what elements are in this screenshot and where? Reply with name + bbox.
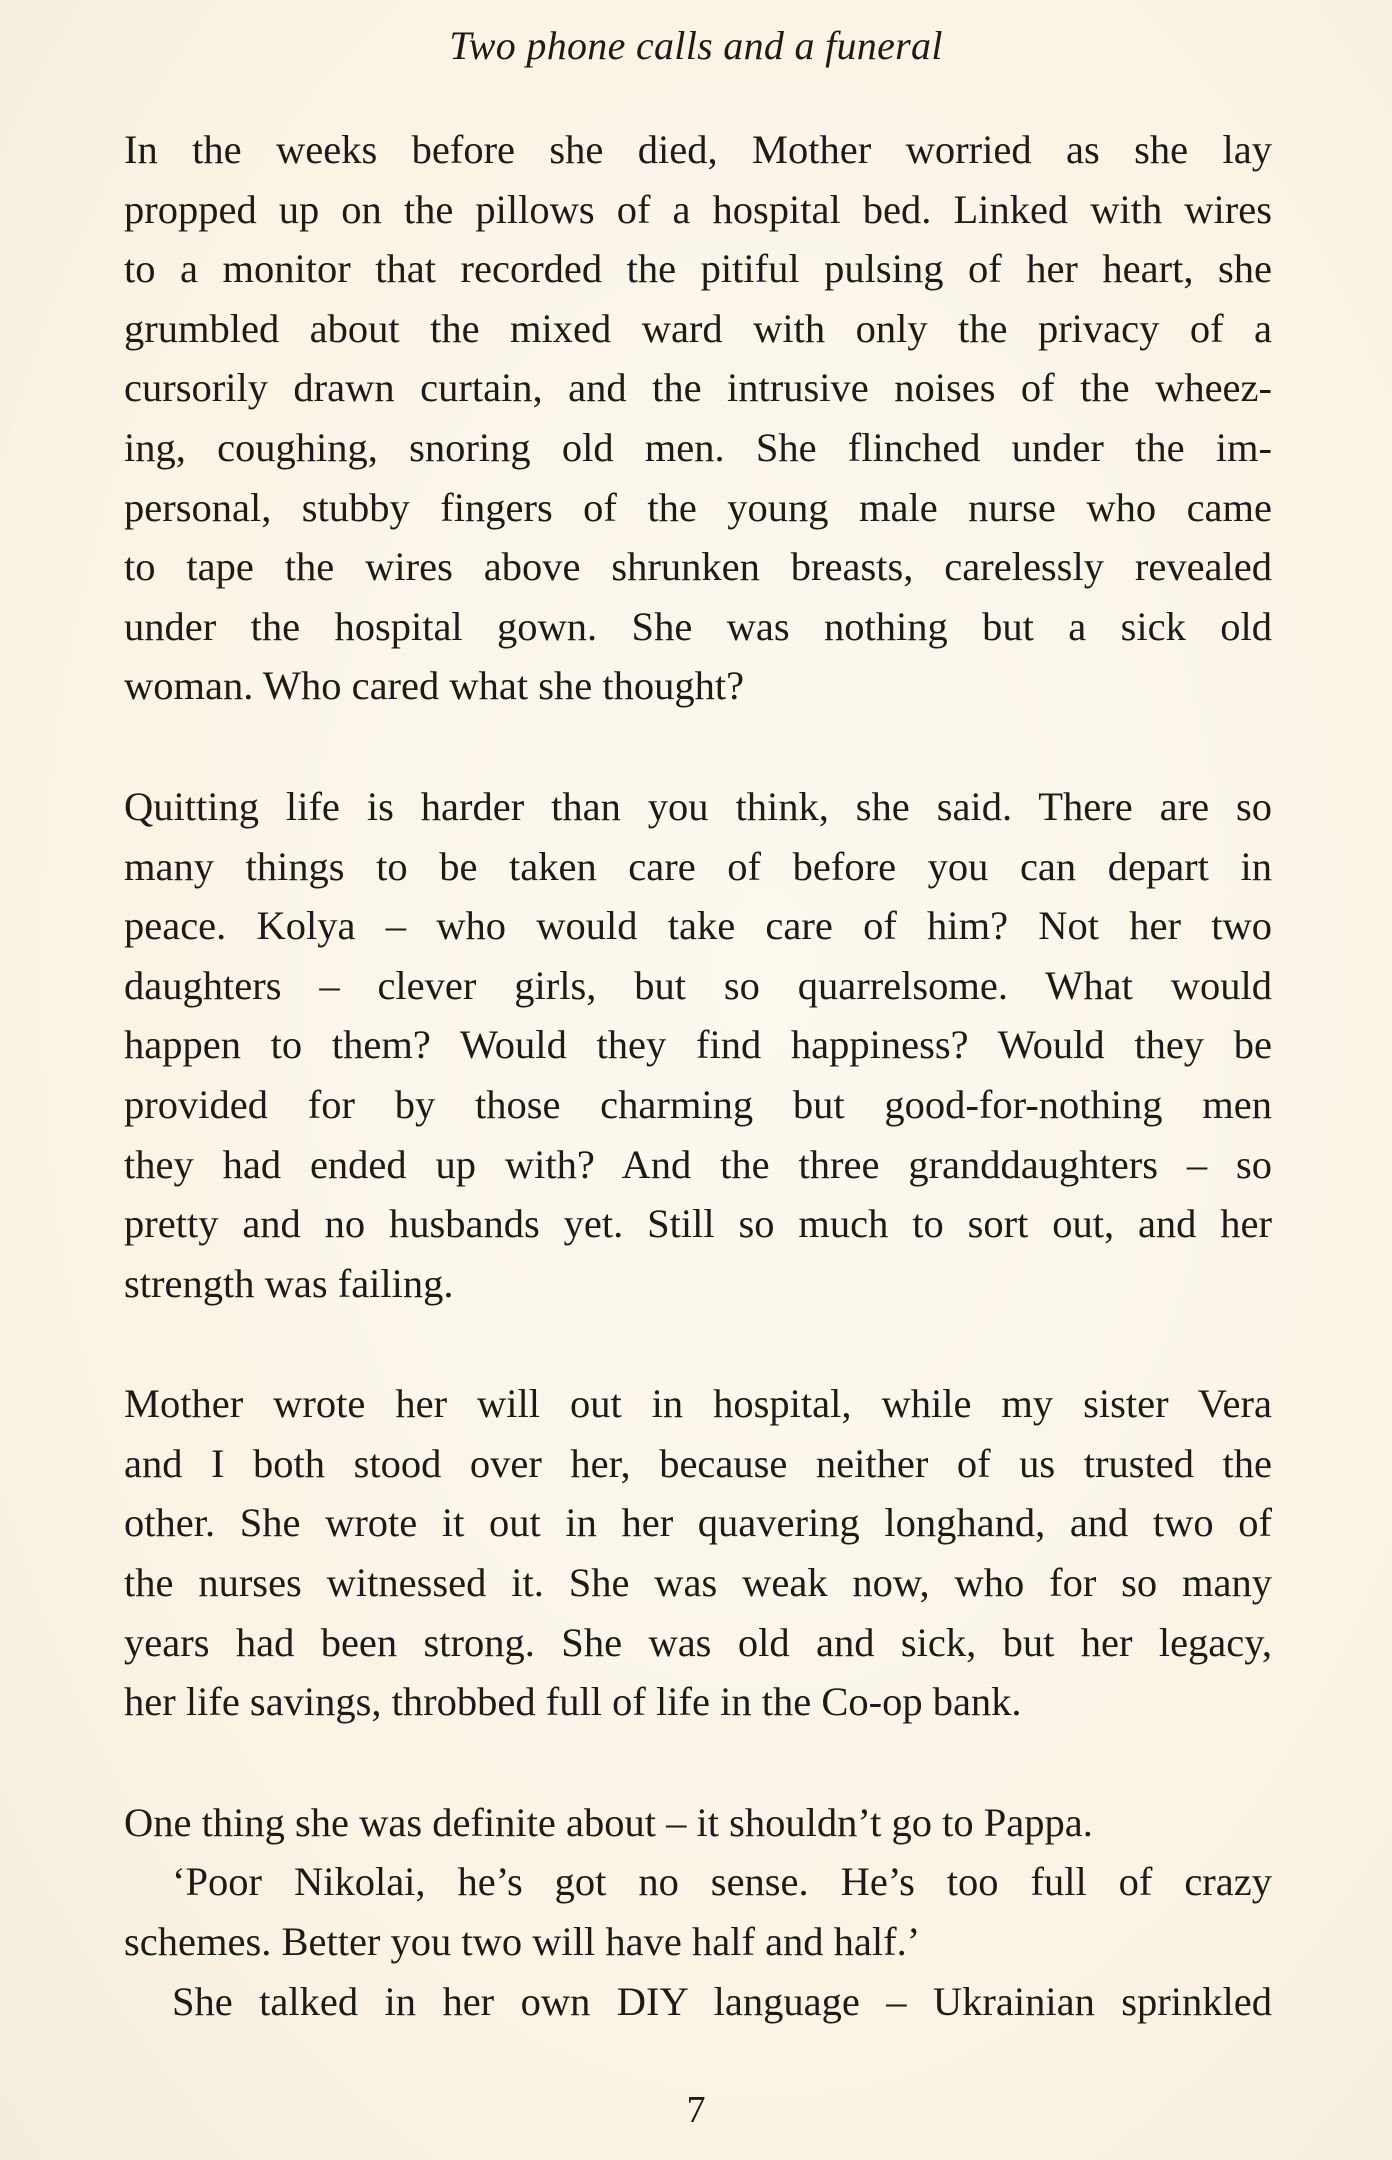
- text-line: many things to be taken care of before you can depart in: [124, 843, 1272, 889]
- text-line: peace. Kolya – who would take care of him? Not her two: [124, 903, 1272, 949]
- paragraph-2: [124, 777, 1272, 1313]
- text-line: they had ended up with? And the three granddaughters – so: [124, 1141, 1272, 1187]
- text-line: Quitting life is harder than you think, she said. There are so: [124, 783, 1272, 829]
- text-line: the nurses witnessed it. She was weak now, who for so many: [124, 1560, 1272, 1606]
- text-line: provided for by those charming but good-for-nothing men: [124, 1081, 1272, 1127]
- text-line: propped up on the pillows of a hospital bed. Linked with wires: [124, 186, 1272, 232]
- text-line: Mother wrote her will out in hospital, while my sister Vera: [124, 1381, 1272, 1427]
- text-line: strength was failing.: [124, 1260, 454, 1306]
- paragraph-6: [124, 1972, 1272, 2032]
- text-line: ing, coughing, snoring old men. She flinched under the im-: [124, 424, 1272, 470]
- page-number: 7: [686, 2089, 706, 2131]
- paragraph-5: [124, 1852, 1272, 1971]
- text-line: daughters – clever girls, but so quarrelsome. What would: [124, 962, 1272, 1008]
- body-text: [124, 120, 1272, 2031]
- text-line: years had been strong. She was old and sick, but her legacy,: [124, 1619, 1272, 1665]
- text-line: personal, stubby fingers of the young male nurse who came: [124, 484, 1272, 530]
- text-line: cursorily drawn curtain, and the intrusive noises of the wheez-: [124, 365, 1272, 411]
- paragraph-4: [124, 1793, 1272, 1853]
- text-line: to a monitor that recorded the pitiful pulsing of her heart, she: [124, 246, 1272, 292]
- paragraph-3: [124, 1374, 1272, 1732]
- text-line: ‘Poor Nikolai, he’s got no sense. He’s too full of crazy: [172, 1859, 1272, 1905]
- text-line: She talked in her own DIY language – Ukrainian sprinkled: [172, 1978, 1272, 2024]
- text-line: schemes. Better you two will have half and half.’: [124, 1919, 921, 1965]
- text-line: other. She wrote it out in her quavering longhand, and two of: [124, 1500, 1272, 1546]
- text-line: In the weeks before she died, Mother worried as she lay: [124, 127, 1272, 172]
- running-head: Two phone calls and a funeral: [449, 23, 943, 68]
- text-line: woman. Who cared what she thought?: [124, 663, 745, 709]
- text-line: happen to them? Would they find happiness? Would they be: [124, 1022, 1272, 1068]
- text-line: under the hospital gown. She was nothing but a sick old: [124, 603, 1272, 649]
- paragraph-1: [124, 120, 1272, 716]
- text-line: grumbled about the mixed ward with only the privacy of a: [124, 305, 1272, 351]
- text-line: her life savings, throbbed full of life in the Co-op bank.: [124, 1679, 1022, 1725]
- text-line: to tape the wires above shrunken breasts, carelessly revealed: [124, 544, 1272, 590]
- text-line: One thing she was definite about – it shouldn’t go to Pappa.: [124, 1799, 1093, 1845]
- text-line: and I both stood over her, because neither of us trusted the: [124, 1440, 1272, 1486]
- text-line: pretty and no husbands yet. Still so much to sort out, and her: [124, 1201, 1272, 1247]
